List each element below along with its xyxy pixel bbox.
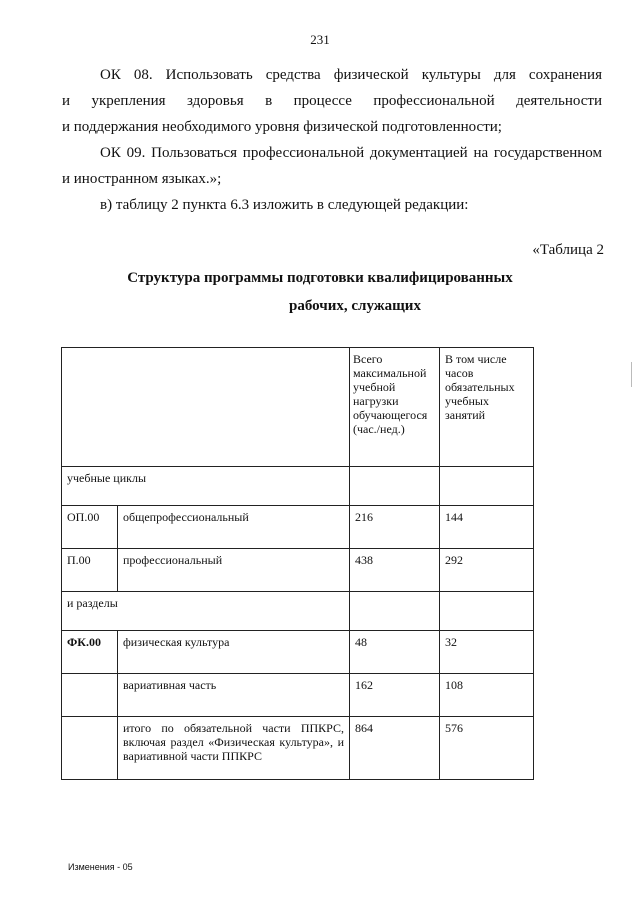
table-row — [62, 592, 534, 631]
cell-empty — [440, 467, 534, 506]
row-mandatory: 32 — [440, 631, 534, 674]
paragraph-ok08 — [62, 62, 602, 140]
item-v-text: в) таблицу 2 пункта 6.3 изложить в следующей редакции: — [100, 197, 469, 213]
row-name: физическая культура — [118, 631, 350, 674]
sections-label: и разделы — [62, 592, 350, 631]
table-row — [62, 549, 534, 592]
row-name: профессиональный — [118, 549, 350, 592]
paragraph-item-v — [62, 192, 602, 218]
ok09-line-2: и иностранном языках.»; — [62, 171, 222, 187]
table-title-line-2: рабочих, служащих — [289, 298, 421, 314]
ok08-line-3: и поддержания необходимого уровня физической подготовленности; — [62, 119, 502, 135]
table-row — [62, 674, 534, 717]
page-number: 231 — [310, 32, 330, 47]
row-total: 216 — [350, 506, 440, 549]
scan-margin-mark — [631, 362, 632, 387]
row-mandatory: 576 — [440, 717, 534, 780]
row-mandatory: 108 — [440, 674, 534, 717]
row-name: общепрофессиональный — [118, 506, 350, 549]
table-header-row — [62, 348, 534, 467]
row-code-empty — [62, 674, 118, 717]
table-title-line-1: Структура программы подготовки квалифицированных — [127, 270, 513, 286]
table-row — [62, 467, 534, 506]
row-code-empty — [62, 717, 118, 780]
table-label: «Таблица 2 — [532, 242, 604, 258]
row-total: 438 — [350, 549, 440, 592]
row-name: вариативная часть — [118, 674, 350, 717]
row-code: ОП.00 — [62, 506, 118, 549]
table-row — [62, 631, 534, 674]
cell-empty — [350, 467, 440, 506]
row-code: ФК.00 — [62, 631, 118, 674]
ok09-line-1: ОК 09. Пользоваться профессиональной документацией на государственном — [100, 145, 602, 161]
table-row — [62, 717, 534, 780]
cell-empty — [350, 592, 440, 631]
row-mandatory: 144 — [440, 506, 534, 549]
ok08-line-1: ОК 08. Использовать средства физической культуры для сохранения — [100, 67, 602, 83]
paragraph-ok09 — [62, 140, 602, 192]
header-total-hours: Всего максимальной учебной нагрузки обучающегося (час./нед.) — [350, 348, 440, 467]
ok08-line-2: и укрепления здоровья в процессе профессиональной деятельности — [62, 93, 602, 109]
table-row — [62, 506, 534, 549]
cycles-label: учебные циклы — [62, 467, 350, 506]
cell-empty — [440, 592, 534, 631]
footer-revision: Изменения - 05 — [68, 862, 133, 872]
structure-table — [61, 347, 534, 780]
row-total: 48 — [350, 631, 440, 674]
row-total: 864 — [350, 717, 440, 780]
row-name: итого по обязательной части ППКРС, включая раздел «Физическая культура», и вариативной части ППКРС — [118, 717, 350, 780]
header-mandatory-hours: В том числе часов обязательных учебных занятий — [440, 348, 534, 467]
row-mandatory: 292 — [440, 549, 534, 592]
row-code: П.00 — [62, 549, 118, 592]
header-blank-cell — [62, 348, 350, 467]
row-total: 162 — [350, 674, 440, 717]
